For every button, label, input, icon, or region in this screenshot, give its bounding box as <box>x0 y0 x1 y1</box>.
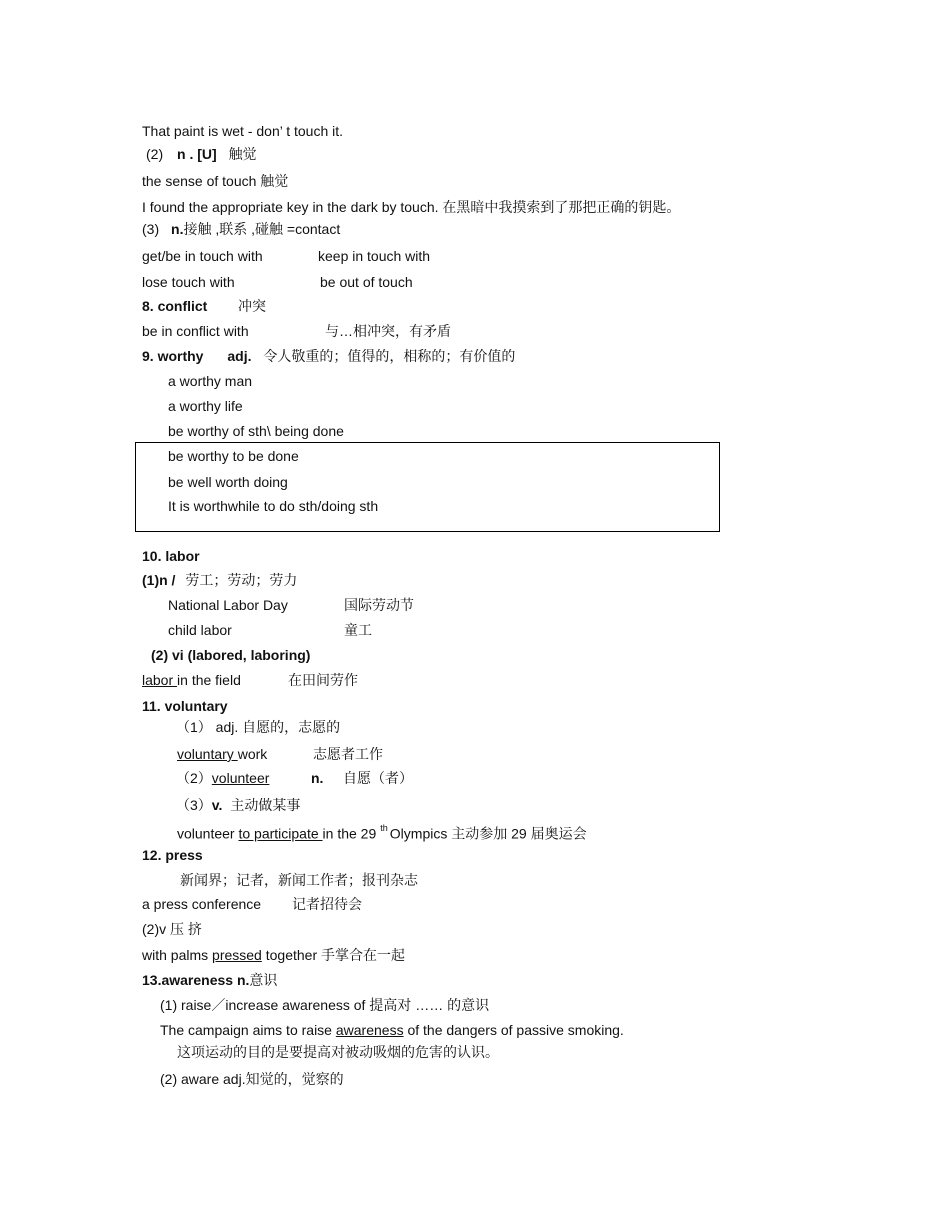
sense-heading: （1） adj. 自愿的，志愿的 <box>176 719 341 735</box>
definition: 国际劳动节 <box>344 597 414 613</box>
entry-heading: 12. press <box>142 847 203 863</box>
phrase-line: It is worthwhile to do sth/doing sth <box>168 498 379 514</box>
phrase-line: be worthy to be done <box>168 448 299 464</box>
definition: 意识 <box>249 972 278 988</box>
phrase-line: with palms pressed together 手掌合在一起 <box>142 947 405 963</box>
entry-heading: 11. voluntary <box>142 698 228 714</box>
phrase-line: National Labor Day <box>168 597 288 613</box>
phrase-line: a press conference <box>142 896 262 912</box>
sense-heading <box>176 796 300 814</box>
part-of-speech: n. <box>311 770 324 786</box>
sense-heading <box>142 571 297 589</box>
example-sentence: I found the appropriate key in the dark by touch. 在黑暗中我摸索到了那把正确的钥匙。 <box>142 199 681 215</box>
sense-heading: (2) vi (labored, laboring) <box>151 647 311 663</box>
phrase-line: keep in touch with <box>318 248 431 264</box>
phrase-line: (1) raise／increase awareness of 提高对 …… 的意识 <box>160 997 490 1013</box>
part-of-speech: n . [U] <box>177 146 217 162</box>
definition: 志愿者工作 <box>313 746 383 762</box>
phrase-line: child labor <box>168 622 232 638</box>
definition: 童工 <box>344 622 372 638</box>
part-of-speech: n. <box>171 221 184 237</box>
phrase-line: the sense of touch 触觉 <box>142 173 289 189</box>
entry-word: 13.awareness n. <box>142 972 250 988</box>
entry-heading <box>142 971 277 989</box>
definition: 在田间劳作 <box>288 672 358 688</box>
underlined-word: awareness <box>335 1022 404 1038</box>
example-sentence: volunteer to participate in the 29 $^{th}$ Olympics 主动参加 29 届奥运会 <box>177 823 587 842</box>
sense-heading <box>142 220 340 238</box>
definition: 接触 ,联系 ,碰触 =contact <box>183 221 341 237</box>
phrase-line: lose touch with <box>142 274 235 290</box>
definition: 主动做某事 <box>230 797 301 813</box>
definition: 记者招待会 <box>292 896 362 912</box>
example-sentence: That paint is wet - don’ t touch it. <box>142 123 344 139</box>
part-of-speech: adj. <box>227 348 252 364</box>
definition: 冲突 <box>238 298 266 314</box>
definition: 新闻界；记者，新闻工作者；报刊杂志 <box>180 872 418 888</box>
part-of-speech: v. <box>211 797 223 813</box>
phrase-line: labor in the field <box>142 672 241 688</box>
underlined-word: volunteer <box>211 770 270 786</box>
underlined-word: labor <box>142 672 178 688</box>
sense-heading <box>146 145 257 163</box>
definition: 触觉 <box>228 146 257 162</box>
entry-heading <box>142 347 515 365</box>
sense-number: (2) <box>146 146 164 162</box>
translation: 这项运动的目的是要提高对被动吸烟的危害的认识。 <box>177 1044 499 1060</box>
sense-heading: (2)v 压 挤 <box>142 921 202 937</box>
definition: 自愿（者） <box>343 770 413 786</box>
sense-number: (3) <box>142 221 160 237</box>
phrase-line: a worthy man <box>168 373 253 389</box>
underlined-word: pressed <box>212 947 262 963</box>
sense-heading: (2) aware adj.知觉的，觉察的 <box>160 1071 344 1087</box>
phrase-line: get/be in touch with <box>142 248 263 264</box>
entry-heading: 10. labor <box>142 548 200 564</box>
definition: 与…相冲突，有矛盾 <box>325 323 451 339</box>
phrase-line: be out of touch <box>320 274 413 290</box>
entry-word: 9. worthy <box>142 348 204 364</box>
underlined-word: to participate <box>238 825 323 842</box>
definition: 令人敬重的；值得的，相称的；有价值的 <box>263 348 516 364</box>
phrase-line: a worthy life <box>168 398 243 414</box>
example-sentence: The campaign aims to raise awareness of the dangers of passive smoking. <box>160 1022 624 1038</box>
definition: 劳工；劳动；劳力 <box>185 572 298 588</box>
superscript: th <box>380 823 388 833</box>
phrase-line: voluntary work <box>177 746 268 762</box>
sense-number: （2） <box>176 770 212 786</box>
phrase-line: be well worth doing <box>168 474 288 490</box>
sense-heading <box>176 769 269 787</box>
underlined-word: voluntary <box>177 746 238 762</box>
entry-heading: 8. conflict <box>142 298 208 314</box>
phrase-line: be in conflict with <box>142 323 249 339</box>
sense-number: (1)n / <box>142 572 176 588</box>
sense-number: （3） <box>176 797 212 813</box>
phrase-line: be worthy of sth\ being done <box>168 423 344 439</box>
